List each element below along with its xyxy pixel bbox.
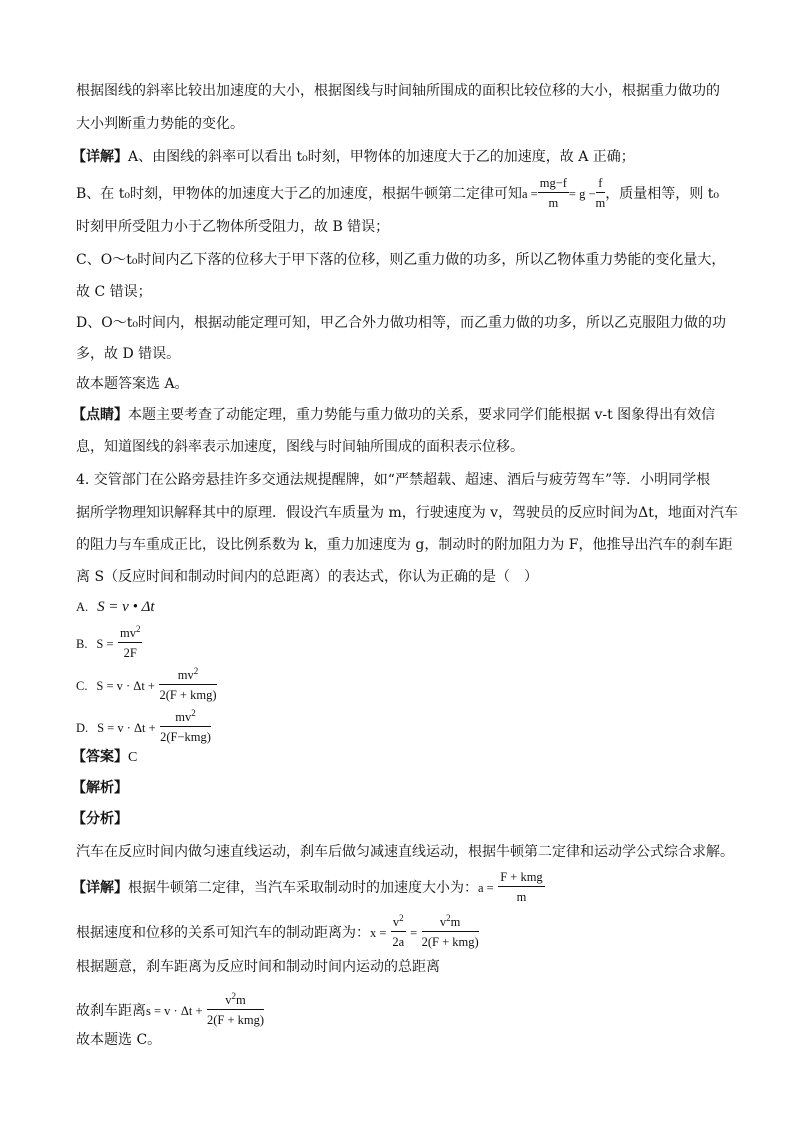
detail-tag: 【详解】 [72, 149, 128, 165]
option-lhs: S = [96, 637, 114, 651]
num-tail: m [236, 993, 246, 1007]
comment-line [72, 408, 715, 422]
option-c [76, 665, 217, 702]
fraction [160, 707, 211, 744]
denominator: m [548, 195, 559, 210]
formula-mid: = g − [568, 187, 596, 201]
equals: = [410, 926, 418, 940]
text-line: 时刻甲所受阻力小于乙物体所受阻力，故 B 错误； [76, 219, 390, 235]
fraction [159, 665, 217, 702]
final-line [76, 990, 265, 1027]
comment-text: 本题主要考查了动能定理，重力势能与重力做功的关系，要求同学们能根据 v-t 图象得出有效信 [128, 407, 716, 423]
denominator: 2(F + kmg) [159, 687, 217, 702]
formula-x: x = [370, 926, 387, 940]
question-line: 的阻力与车重成正比，设比例系数为 k，重力加速度为 g，制动时的附加阻力为 F，他推导出汽车的刹车距 [76, 537, 733, 553]
numerator [391, 912, 406, 932]
fraction [596, 177, 606, 209]
exponent: 2 [399, 912, 404, 923]
numerator [207, 990, 264, 1010]
denominator: 2(F + kmg) [206, 1012, 265, 1027]
numerator [422, 912, 479, 932]
text-line: 故 C 错误； [76, 284, 152, 300]
fraction [421, 912, 479, 949]
detail-text: 根据牛顿第二定律，当汽车采取制动时的加速度大小为： [128, 880, 478, 896]
denominator: m [516, 889, 527, 904]
numerator: F + kmg [498, 871, 544, 887]
answer-value: C [128, 750, 138, 765]
exponent: 2 [446, 912, 451, 923]
distance-text: 根据速度和位移的关系可知汽车的制动距离为： [76, 925, 370, 941]
option-expr: S = v • Δt [97, 599, 155, 615]
numerator [118, 623, 142, 643]
detail-text: A、由图线的斜率可以看出 t₀时刻，甲物体的加速度大于乙的加速度，故 A 正确； [128, 149, 635, 165]
numerator [159, 665, 216, 685]
numerator [160, 707, 211, 727]
option-lhs: S = v · Δt + [96, 679, 155, 693]
text-line: 根据图线的斜率比较出加速度的大小，根据图线与时间轴所围成的面积比较位移的大小，根据重力做功的 [76, 83, 720, 99]
fraction [118, 623, 142, 660]
denominator: 2F [123, 645, 137, 660]
fraction [538, 177, 569, 209]
text-line: D、O～t₀时间内，根据动能定理可知，甲乙合外力做功相等，而乙重力做的功多，所以乙克服阻力做的功 [76, 315, 726, 331]
text-line: C、O～t₀时间内乙下落的位移大于甲下落的位移，则乙重力做的功多，所以乙物体重力势能的变化量大， [76, 252, 726, 268]
option-d [76, 707, 211, 744]
denominator: m [595, 195, 606, 210]
numerator: f [596, 177, 606, 193]
exponent: 2 [135, 623, 141, 634]
fraction [498, 871, 544, 903]
denominator: 2(F + kmg) [421, 934, 479, 949]
num-tail: m [450, 915, 461, 929]
question-line: 离 S（反应时间和制动时间内的总距离）的表达式，你认为正确的是（ ） [76, 569, 539, 585]
num-text: mv [175, 710, 192, 724]
detail-line [72, 150, 635, 164]
text-line: 息，知道图线的斜率表示加速度，图线与时间轴所围成的面积表示位移。 [76, 439, 524, 455]
num-text: mv [177, 668, 194, 682]
formula-s: s = v · Δt + [146, 1004, 203, 1018]
answer-line [72, 750, 137, 765]
fraction [206, 990, 265, 1027]
option-label: A. [76, 600, 89, 614]
item-b-line [76, 178, 719, 210]
option-label: D. [76, 721, 89, 735]
answer-tag: 【答案】 [72, 749, 128, 765]
text-line: 故本题选 C。 [76, 1032, 162, 1048]
numerator: mg−f [538, 177, 569, 193]
num-text: v [439, 915, 447, 929]
exponent: 2 [193, 665, 199, 676]
item-b-text: B、在 t₀时刻，甲物体的加速度大于乙的加速度，根据牛顿第二定律可知 [76, 186, 522, 202]
comment-tag: 【点睛】 [72, 407, 128, 423]
option-label: B. [76, 637, 88, 651]
option-b [76, 623, 142, 660]
text-line: 根据题意，刹车距离为反应时间和制动时间内运动的总距离 [76, 959, 440, 975]
option-a [76, 600, 155, 615]
exponent: 2 [231, 990, 236, 1001]
text-line: 多，故 D 错误。 [76, 346, 181, 362]
question-line: 4. 交管部门在公路旁悬挂许多交通法规提醒牌，如“严禁超载、超速、酒后与疲劳驾车”等．小明同学根 [76, 472, 711, 488]
fraction [391, 912, 406, 949]
num-text: mv [119, 626, 136, 640]
formula-a: a = [521, 187, 538, 201]
question-line: 据所学物理知识解释其中的原理．假设汽车质量为 m，行驶速度为 v，驾驶员的反应时间为Δt，地面对汽车 [76, 505, 738, 521]
option-label: C. [76, 679, 88, 693]
final-text: 故刹车距离 [76, 1003, 146, 1019]
detail-line [72, 872, 545, 904]
text-line: 汽车在反应时间内做匀速直线运动，刹车后做匀减速直线运动，根据牛顿第二定律和运动学公式综合求解。 [76, 844, 734, 860]
num-text: v [392, 915, 400, 929]
denominator: 2(F−kmg) [160, 729, 211, 744]
denominator: 2a [392, 934, 405, 949]
num-text: v [225, 993, 232, 1007]
distance-line [76, 912, 479, 949]
formula-a: a = [478, 881, 494, 895]
option-lhs: S = v · Δt + [97, 721, 156, 735]
fenxi-tag: 【分析】 [72, 811, 128, 827]
item-b-text-post: ，质量相等，则 t₀ [605, 186, 719, 202]
analysis-tag: 【解析】 [72, 780, 128, 796]
exponent: 2 [191, 707, 196, 718]
text-line: 大小判断重力势能的变化。 [76, 116, 244, 132]
text-line: 故本题答案选 A。 [76, 376, 189, 392]
detail-tag: 【详解】 [72, 880, 128, 896]
